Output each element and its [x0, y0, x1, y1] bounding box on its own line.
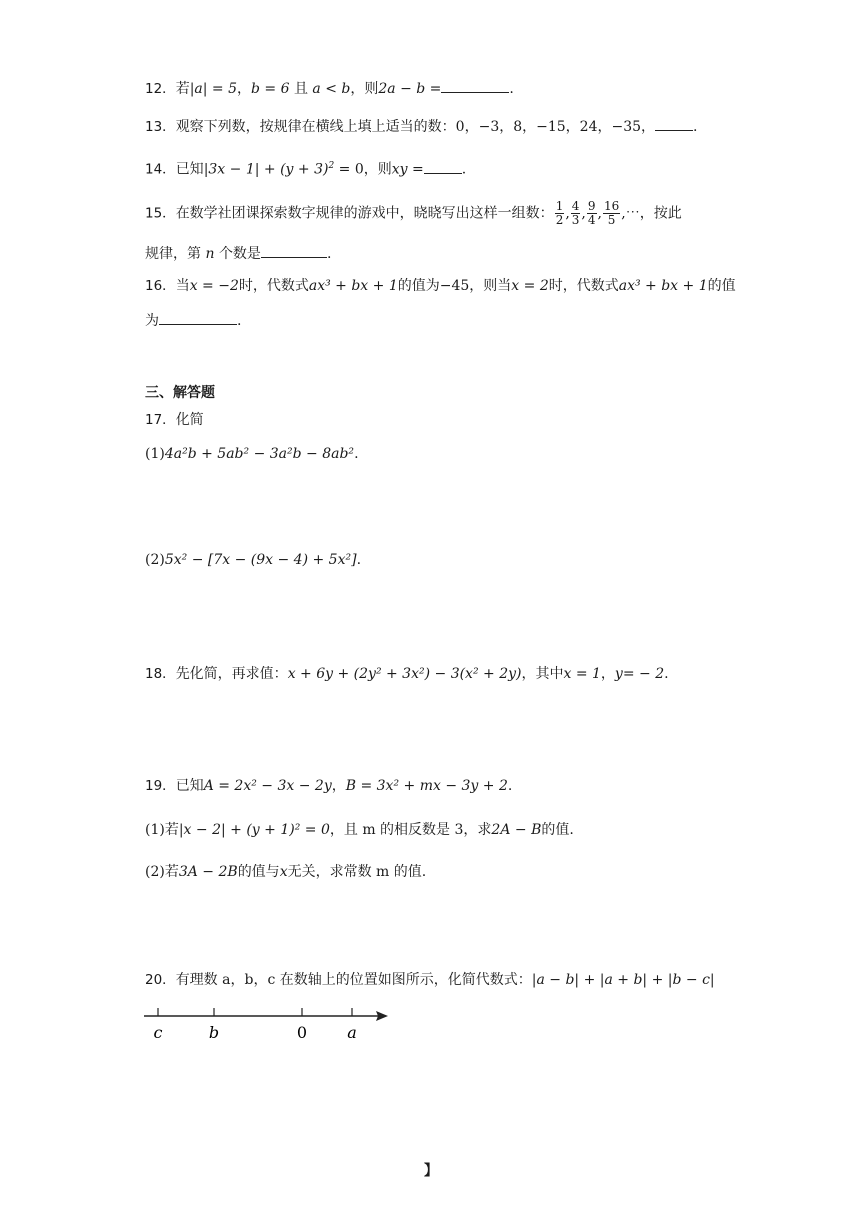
answer-blank [441, 78, 509, 93]
question-12: 12．若|a| = 5，b = 6 且 a < b，则2a − b = . [145, 78, 514, 99]
label-zero: 0 [296, 1023, 308, 1042]
footer-mark: 】 [424, 1163, 438, 1179]
question-number: 16． [145, 278, 176, 294]
math-expression: A = 2x² − 3x − 2y [203, 778, 332, 794]
fraction: $\frac{1}{2}$ [555, 199, 564, 227]
question-14: 14．已知$|3x - 1| + (y + 3)^2 = 0$，则xy = . [145, 156, 466, 180]
question-number: 20． [145, 972, 176, 988]
answer-blank [261, 243, 327, 258]
question-16: 16．当x = −2时，代数式ax³ + bx + 1的值为−45，则当x = 2时，代数式ax³ + bx + 1的值 [145, 278, 736, 294]
label-c: c [153, 1023, 163, 1042]
math-expression: |a| = 5 [189, 81, 238, 97]
fraction: $\frac{9}{4}$ [587, 199, 596, 227]
math-expression: B = 3x² + mx − 3y + 2 [345, 778, 508, 794]
question-number: 14． [145, 161, 176, 178]
question-18: 18．先化简，再求值：x + 6y + (2y² + 3x²) − 3(x² + 2y)，其中x = 1，y= − 2. [145, 666, 669, 682]
section-title: 三、解答题 [145, 385, 215, 401]
label-a: a [347, 1023, 357, 1042]
answer-blank [655, 116, 693, 131]
answer-blank [159, 310, 237, 325]
math-expression: 5x² − [7x − (9x − 4) + 5x²] [164, 552, 357, 568]
question-13: 13．观察下列数，按规律在横线上填上适当的数：0，−3，8，−15，24，−35， . [145, 116, 698, 137]
question-number: 13． [145, 119, 176, 135]
math-expression: 4a²b + 5ab² − 3a²b − 8ab² [164, 446, 355, 462]
question-number: 15． [145, 205, 176, 222]
question-number: 12． [145, 81, 176, 97]
math-expression: x + 6y + (2y² + 3x²) − 3(x² + 2y) [287, 666, 522, 682]
question-15-line2: 规律，第 n 个数是 . [145, 243, 331, 264]
math-expression: |a − b| + |a + b| + |b − c| [531, 972, 715, 988]
question-17-part2: (2)5x² − [7x − (9x − 4) + 5x²]. [145, 552, 362, 568]
fraction: $\frac{16}{5}$ [603, 199, 620, 227]
answer-blank [424, 159, 462, 174]
label-b: b [208, 1023, 220, 1042]
question-20: 20．有理数 a，b，c 在数轴上的位置如图所示，化简代数式：|a − b| + |a + b| + |b − c| [145, 972, 715, 988]
question-17-part1: (1)4a²b + 5ab² − 3a²b − 8ab². [145, 446, 359, 462]
question-19: 19．已知A = 2x² − 3x − 2y，B = 3x² + mx − 3y + 2. [145, 778, 513, 794]
question-number: 17． [145, 412, 176, 428]
math-expression: |3x − 1| + (y + 3) [203, 161, 329, 178]
question-15: 15．在数学社团课探索数字规律的游戏中，晓晓写出这样一组数： $\frac{1}{2}$ , $\frac{4}{3}$ , $\frac{9}{4}$ , $\frac{16}{5}$ ,⋯，按此 [145, 199, 682, 227]
question-17: 17．化简 [145, 412, 204, 428]
question-19-part2: (2)若3A − 2B的值与x无关，求常数 m 的值. [145, 864, 427, 880]
question-16-line2: 为 . [145, 310, 241, 331]
question-number: 19． [145, 778, 176, 794]
fraction: $\frac{4}{3}$ [571, 199, 580, 227]
question-number: 18． [145, 666, 176, 682]
question-19-part1: (1)若|x − 2| + (y + 1)² = 0，且 m 的相反数是 3，求2A − B的值. [145, 822, 574, 838]
number-line [140, 1004, 400, 1046]
